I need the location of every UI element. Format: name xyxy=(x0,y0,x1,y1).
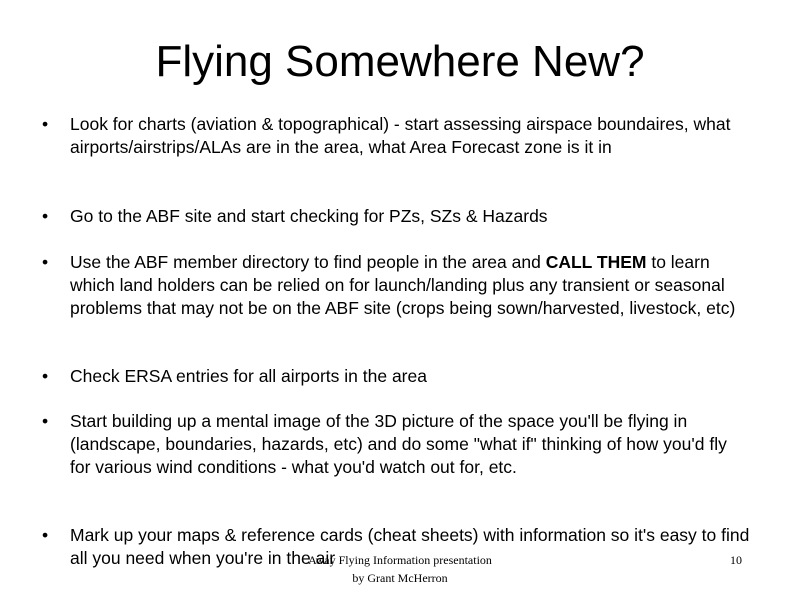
bullet-icon: • xyxy=(42,525,49,545)
footer-author: by Grant McHerron xyxy=(352,571,448,585)
page-number: 10 xyxy=(730,553,742,567)
bullet-text-emphasis: CALL THEM xyxy=(545,252,647,272)
bullet-text: Start building up a mental image of the 3D picture of the space you'll be flying in (landscape, boundaries, hazards, etc) and do some "what if" thinking of how you'd fly for various wind conditions - what you'd watch out for, etc. xyxy=(70,411,727,477)
bullet-icon: • xyxy=(42,366,49,386)
bullet-icon: • xyxy=(42,114,49,134)
footer-presentation-title: Away Flying Information presentation xyxy=(308,553,492,567)
bullet-item-mental-image xyxy=(42,410,752,479)
bullet-item-ersa xyxy=(42,365,752,388)
footer-presentation-info xyxy=(250,551,550,587)
bullet-text: Look for charts (aviation & topographical) - start assessing airspace boundaires, what airports/airstrips/ALAs are in the area, what Area Forecast zone is it in xyxy=(70,114,731,157)
bullet-item-member-directory xyxy=(42,251,752,320)
bullet-text-part: Use the ABF member directory to find people in the area and xyxy=(70,252,546,272)
bullet-item-charts xyxy=(42,113,752,159)
bullet-text: Check ERSA entries for all airports in the area xyxy=(70,366,427,386)
bullet-icon: • xyxy=(42,206,49,226)
bullet-text xyxy=(70,251,752,320)
slide-title: Flying Somewhere New? xyxy=(155,37,645,86)
bullet-text: Go to the ABF site and start checking for PZs, SZs & Hazards xyxy=(70,206,548,226)
bullet-text-part: to learn which land holders can be relied on for launch/landing plus any transient or seasonal problems that may not be on the ABF site (crops being sown/harvested, livestock, etc) xyxy=(70,252,736,318)
bullet-icon: • xyxy=(42,252,49,272)
bullet-item-abf-site xyxy=(42,205,752,228)
bullet-icon: • xyxy=(42,411,49,431)
bullet-text: Mark up your maps & reference cards (cheat sheets) with information so it's easy to find all you need when you're in the air xyxy=(70,525,750,568)
